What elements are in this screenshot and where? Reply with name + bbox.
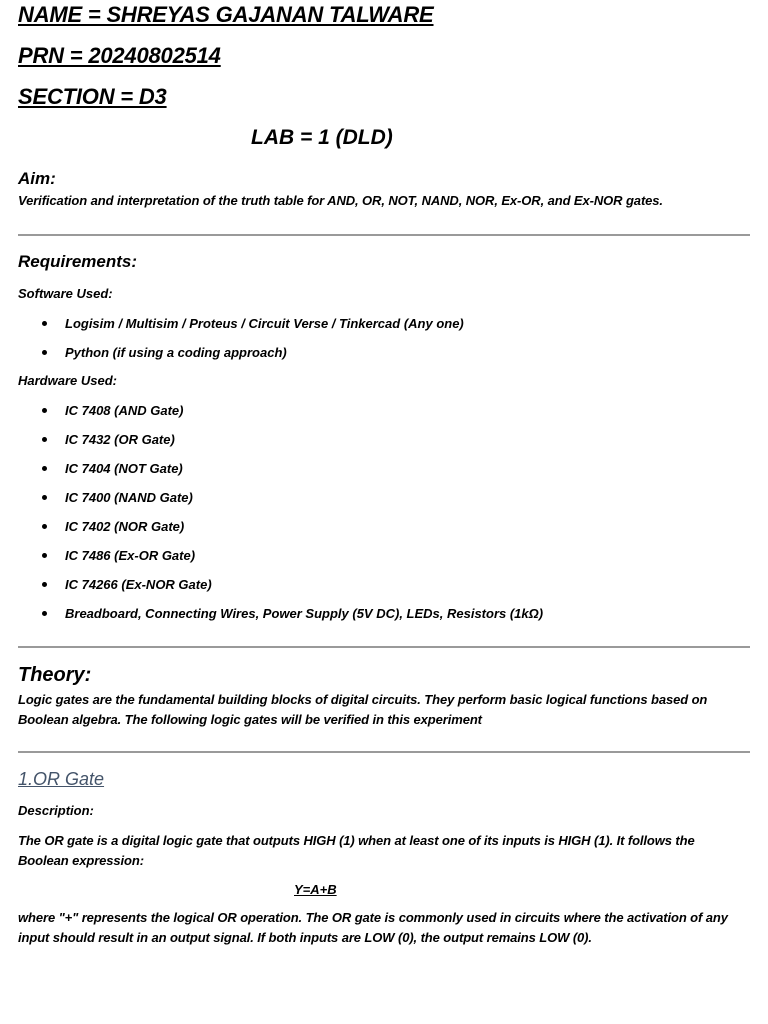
list-item [18, 547, 543, 576]
or-gate-title: 1.OR Gate [18, 769, 105, 789]
bullet-icon [42, 524, 47, 529]
divider [18, 751, 750, 753]
divider [18, 646, 750, 648]
hardware-label: Hardware Used: [18, 373, 117, 388]
bullet-icon [42, 611, 47, 616]
bullet-icon [42, 408, 47, 413]
list-item [18, 344, 464, 373]
or-gate-paragraph: where "+" represents the logical OR operation. The OR gate is commonly used in circuits where the activation of any input should result in an output signal. If both inputs are LOW (0), the output remains LOW (0). [18, 910, 728, 945]
list-item [18, 605, 543, 634]
list-item-label: Breadboard, Connecting Wires, Power Supply (5V DC), LEDs, Resistors (1kΩ) [65, 606, 544, 621]
list-item-label: Python (if using a coding approach) [65, 345, 287, 360]
list-item [18, 489, 543, 518]
list-item-label: IC 7486 (Ex-OR Gate) [65, 548, 196, 563]
prn-heading: PRN = 20240802514 [18, 43, 221, 68]
list-item-label: IC 74266 (Ex-NOR Gate) [65, 577, 212, 592]
aim-heading: Aim: [18, 169, 56, 188]
list-item-label: IC 7408 (AND Gate) [65, 403, 184, 418]
bullet-icon [42, 582, 47, 587]
list-item [18, 518, 543, 547]
bullet-icon [42, 350, 47, 355]
student-name-heading: NAME = SHREYAS GAJANAN TALWARE [18, 2, 434, 27]
list-item-label: IC 7400 (NAND Gate) [65, 490, 193, 505]
requirements-heading: Requirements: [18, 252, 138, 271]
list-item-label: Logisim / Multisim / Proteus / Circuit Verse / Tinkercad (Any one) [65, 316, 464, 331]
theory-text: Logic gates are the fundamental building blocks of digital circuits. They perform basic logical functions based on Boolean algebra. The following logic gates will be verified in this experiment [18, 692, 708, 727]
list-item [18, 315, 464, 344]
list-item [18, 576, 543, 605]
list-item [18, 402, 543, 431]
hardware-list [18, 402, 543, 634]
software-label: Software Used: [18, 286, 113, 301]
or-gate-paragraph: The OR gate is a digital logic gate that outputs HIGH (1) when at least one of its inputs is HIGH (1). It follows the Boolean expression: [18, 833, 695, 868]
lab-title: LAB = 1 (DLD) [251, 126, 393, 149]
list-item-label: IC 7432 (OR Gate) [65, 432, 175, 447]
list-item [18, 431, 543, 460]
software-list [18, 315, 464, 373]
aim-text: Verification and interpretation of the truth table for AND, OR, NOT, NAND, NOR, Ex-OR, and Ex-NOR gates. [18, 193, 663, 208]
boolean-expression: Y=A+B [294, 882, 337, 897]
bullet-icon [42, 466, 47, 471]
bullet-icon [42, 321, 47, 326]
section-heading: SECTION = D3 [18, 84, 167, 109]
theory-heading: Theory: [18, 664, 92, 686]
bullet-icon [42, 437, 47, 442]
list-item-label: IC 7404 (NOT Gate) [65, 461, 183, 476]
bullet-icon [42, 553, 47, 558]
divider [18, 234, 750, 236]
list-item-label: IC 7402 (NOR Gate) [65, 519, 185, 534]
description-label: Description: [18, 803, 94, 818]
list-item [18, 460, 543, 489]
bullet-icon [42, 495, 47, 500]
